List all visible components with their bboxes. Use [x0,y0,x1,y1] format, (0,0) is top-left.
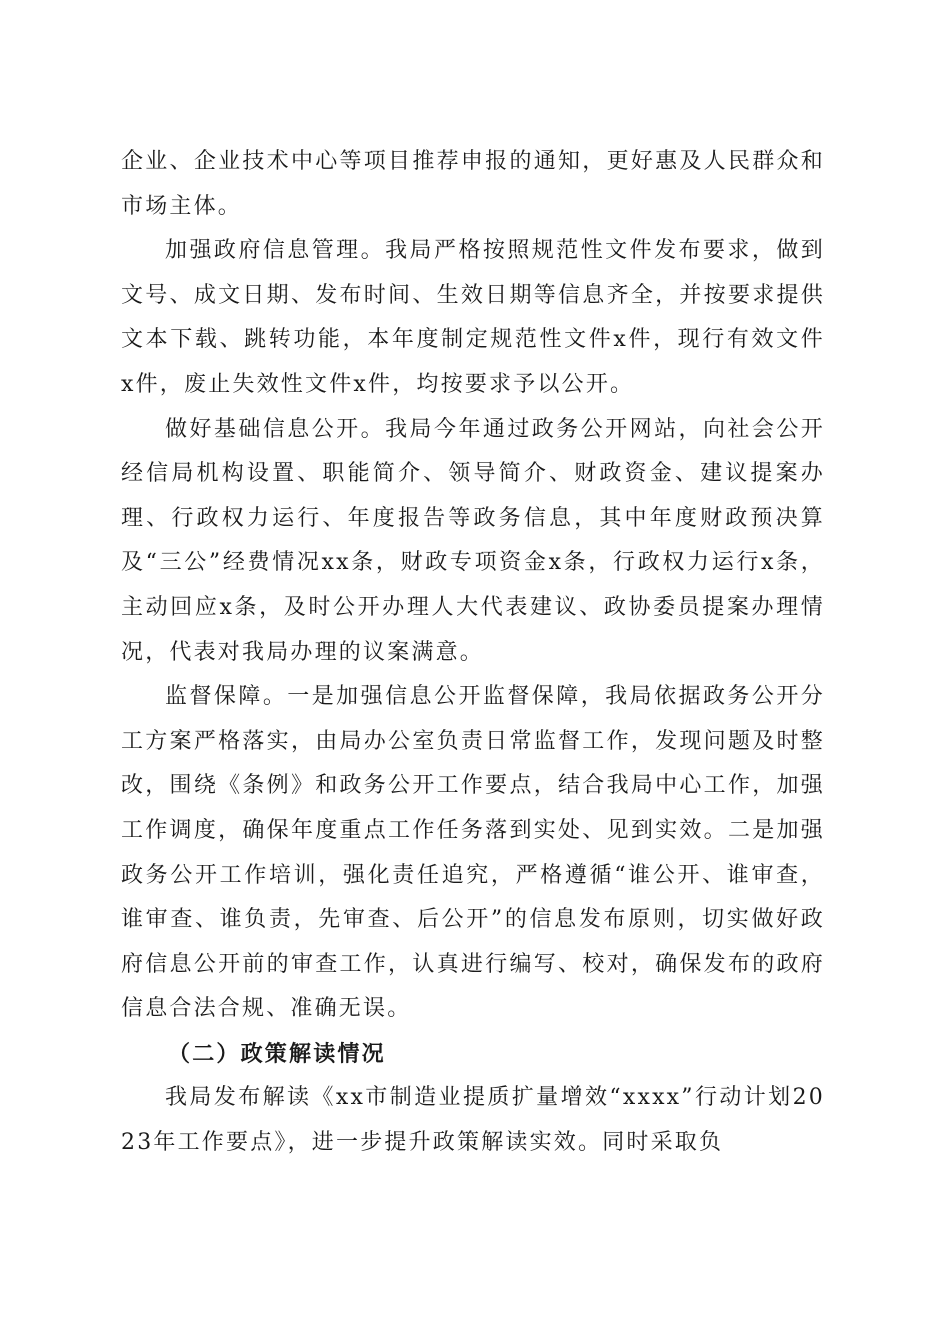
paragraph-supervision: 监督保障。一是加强信息公开监督保障，我局依据政务公开分工方案严格落实，由局办公室负责日常监督工作，发现问题及时整改，围绕《条例》和政务公开工作要点，结合我局中心工作，加强工作调度，确保年度重点工作任务落到实处、见到实效。二是加强政务公开工作培训，强化责任追究，严格遵循“谁公开、谁审查，谁审查、谁负责，先审查、后公开”的信息发布原则，切实做好政府信息公开前的审查工作，认真进行编写、校对，确保发布的政府信息合法合规、准确无误。 [121,684,825,1022]
section-heading: （二）政策解读情况 [168,1040,386,1067]
paragraph-policy-interpretation: 我局发布解读《xx市制造业提质扩量增效“xxxx”行动计划2023年工作要点》，进一步提升政策解读实效。同时采取负 [121,1085,825,1156]
paragraph-basic-info: 做好基础信息公开。我局今年通过政务公开网站，向社会公开经信局机构设置、职能简介、领导简介、财政资金、建议提案办理、行政权力运行、年度报告等政务信息，其中年度财政预决算及“三公”经费情况xx条，财政专项资金x条，行政权力运行x条，主动回应x条，及时公开办理人大代表建议、政协委员提案办理情况，代表对我局办理的议案满意。 [121,416,825,665]
paragraph-continued: 企业、企业技术中心等项目推荐申报的通知，更好惠及人民群众和市场主体。 [121,149,825,219]
document-body [121,140,825,1166]
paragraph-info-management: 加强政府信息管理。我局严格按照规范性文件发布要求，做到文号、成文日期、发布时间、生效日期等信息齐全，并按要求提供文本下载、跳转功能，本年度制定规范性文件x件，现行有效文件x件，废止失效性文件x件，均按要求予以公开。 [121,238,825,397]
